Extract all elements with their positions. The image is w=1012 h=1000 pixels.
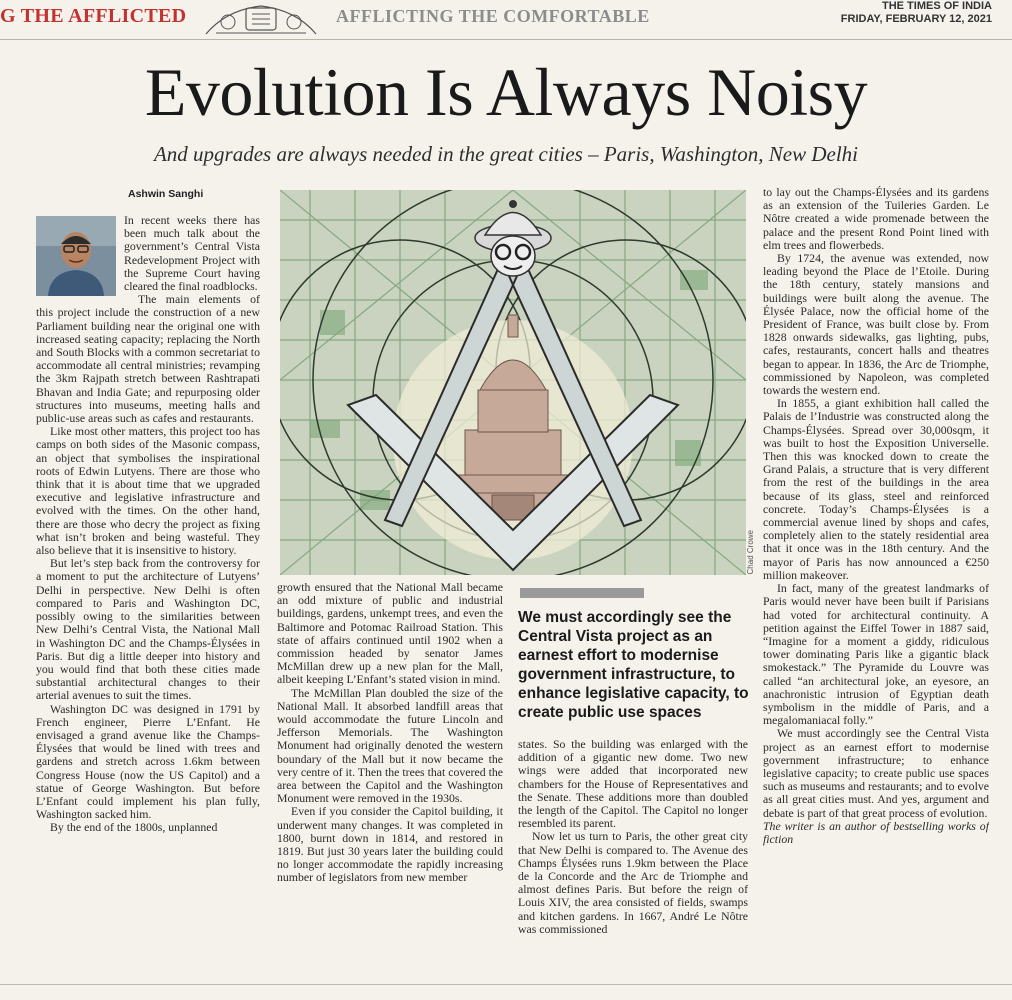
illustration-credit: Chad Crowe (746, 530, 755, 575)
masthead (0, 0, 1012, 40)
paragraph: In fact, many of the greatest landmarks of Paris would never have been built if Parisians had voted for architectural continuity. A petition against the Eiffel Tower in 1887 said, “Imagine for a moment a giddy, ridiculous tower dominating Paris like a gigantic black smokestack.” The Pyramide du Louvre was called “an architectural joke, an eyesore, an anachronistic intrusion of Egyptian death symbolism in the middle of Paris, and a megalomaniacal folly.” (763, 581, 989, 728)
paragraph: We must accordingly see the Central Vista project as an earnest effort to modernise government infrastructure; to enhance legislative capacity; to create public use spaces such as museums and restaurants; and to evolve as all great cities must. And yes, argument and debate is part of that great process of evolution. (763, 726, 989, 820)
article-column-1 (36, 214, 260, 976)
headline: Evolution Is Always Noisy (144, 54, 868, 130)
paragraph: The main elements of this project include the construction of a new Parliament building near the original one with increased seating capacity; replacing the North and South Blocks with a common secretariat to accommodate all central ministries; revamping the 3km Rajpath stretch between Rashtrapati Bhavan and India Gate; and repurposing older structures into museums, meeting halls and public-use areas such as cafes and restaurants. (36, 292, 260, 426)
paragraph: By the end of the 1800s, unplanned (50, 820, 218, 835)
masthead-left-slogan: G THE AFFLICTED (0, 5, 187, 27)
paragraph: Washington DC was designed in 1791 by French engineer, Pierre L’Enfant. He envisaged a grand avenue like the Champs-Élysées that would be lined with trees and gardens and stretch across 1.6km between Congress House (now the US Capitol) and a statue of George Washington. But before L’Enfant could implement his plan fully, Washington sacked him. (36, 701, 260, 822)
paragraph: In 1855, a giant exhibition hall called the Palais de l’Industrie was constructed along the Champs-Élysées. Spread over 30,000sqm, it was built to host the Exposition Universelle. Then this was knocked down to create the Grand Palais, a structure that is very different from the rest of the buildings in the area because of its glass, steel and reinforced concrete. Today’s Champs-Élysées is a commercial avenue lined by shops and cafes, completely alien to the stately residential area that it once was in the 18th century. And the mayor of Paris has now announced a €250 million makeover. (763, 396, 989, 582)
paragraph: Now let us turn to Paris, the other great city that New Delhi is compared to. The Avenue des Champs Élysées runs 1.9km between the Place de la Concorde and the Arc de Triomphe and almost defines Paris. But before the reign of Louis XIV, the area consisted of fields, swamps and kitchen gardens. In 1667, André Le Nôtre was commissioned (518, 829, 748, 936)
pull-quote: We must accordingly see the Central Vista project as an earnest effort to modernise government infrastructure, to enhance legislative capacity, to create public use spaces (518, 609, 749, 721)
paragraph: In recent weeks there has been much talk about the government’s Central Vista Redevelopment Project with the Supreme Court having cleared the final roadblocks. (124, 214, 260, 294)
paragraph: Even if you consider the Capitol building, it underwent many changes. It was completed in 1800, burnt down in 1814, and restored in 1819. But just 30 years later the building could no longer accommodate the rapidly increasing number of legislators from new member (277, 804, 503, 885)
paragraph: The McMillan Plan doubled the size of the National Mall. It absorbed landfill areas that would accommodate the future Lincoln and Jefferson Memorials. The Washington Monument had originally denoted the western boundary of the Mall but it now became the very centre of it. Then the trees that covered the area between the Capitol and the Washington Monument were removed in the 1930s. (277, 685, 503, 806)
issue-date: FRIDAY, FEBRUARY 12, 2021 (840, 13, 992, 25)
paragraph: By 1724, the avenue was extended, now leading beyond the Place de l’Etoile. During the 18th century, stately mansions and buildings were built along the avenue. The Élysée Palace, now the official home of the President of France, was built close by. From 1828 onwards sidewalks, gas lighting, pubs, cafes, restaurants, concert halls and theatres began to appear. In 1836, the Arc de Triomphe, commissioned by Napoleon, was completed towards the western end. (763, 251, 989, 398)
masthead-right-slogan: AFFLICTING THE COMFORTABLE (336, 6, 650, 26)
newspaper-emblem-icon (196, 0, 326, 36)
compass-square-capitol-icon (280, 190, 746, 575)
article-column-4 (763, 186, 989, 976)
paragraph: Like most other matters, this project too has camps on both sides of the Masonic compass, an object that symbolises the inspirational roots of Edwin Lutyens. There are those who think that it is about time that we upgraded executive and legislative infrastructure and evolved with the times. On the other hand, there are those who decry the project as fixing what isn’t broken and being wasteful. They also believe that it is insensitive to history. (36, 424, 260, 558)
paper-name: THE TIMES OF INDIA (882, 0, 992, 12)
author-photo (36, 216, 116, 296)
paragraph: growth ensured that the National Mall became an odd mixture of public and industrial buildings, gardens, unkempt trees, and even the Baltimore and Potomac Railroad Station. This state of affairs continued until 1902 when a commission headed by senator James McMillan drew up a new plan for the Mall, albeit keeping L’Enfant’s stated vision in mind. (277, 581, 503, 687)
paragraph: But let’s step back from the controversy for a moment to put the architecture of Lutyens’ Delhi in perspective. New Delhi is often compared to Paris and Washington DC, possibly owing to the similarities between New Delhi’s Central Vista, the National Mall in Washington DC and the Champs-Élysées in Paris. But dig a little deeper into history and you would find that both these cities made substantial architectural changes to their arterial avenues to suit the times. (36, 556, 260, 703)
paragraph: states. So the building was enlarged with the addition of a gigantic new dome. Two new wings were added that incorporated new chambers for the House of Representatives and the Senate. These additions more than doubled the length of the Capitol. The Capitol no longer resembled its parent. (518, 738, 748, 831)
article-column-2 (277, 581, 503, 976)
masonic-compass-illustration (280, 190, 746, 575)
paragraph: to lay out the Champs-Élysées and its gardens as an extension of the Tuileries Garden. Le Nôtre created a wide promenade between the palace and the present Rond Point lined with elm trees and flowerbeds. (763, 186, 989, 252)
subheadline: And upgrades are always needed in the great cities – Paris, Washington, New Delhi (153, 142, 858, 166)
author-portrait-icon (36, 216, 116, 296)
author-note: The writer is an author of bestselling works of fiction (763, 818, 989, 846)
bottom-rule (0, 984, 1012, 985)
pull-quote-bar (520, 588, 644, 598)
article-column-3 (518, 738, 748, 976)
paper-info (841, 0, 992, 26)
byline: Ashwin Sanghi (128, 188, 204, 200)
